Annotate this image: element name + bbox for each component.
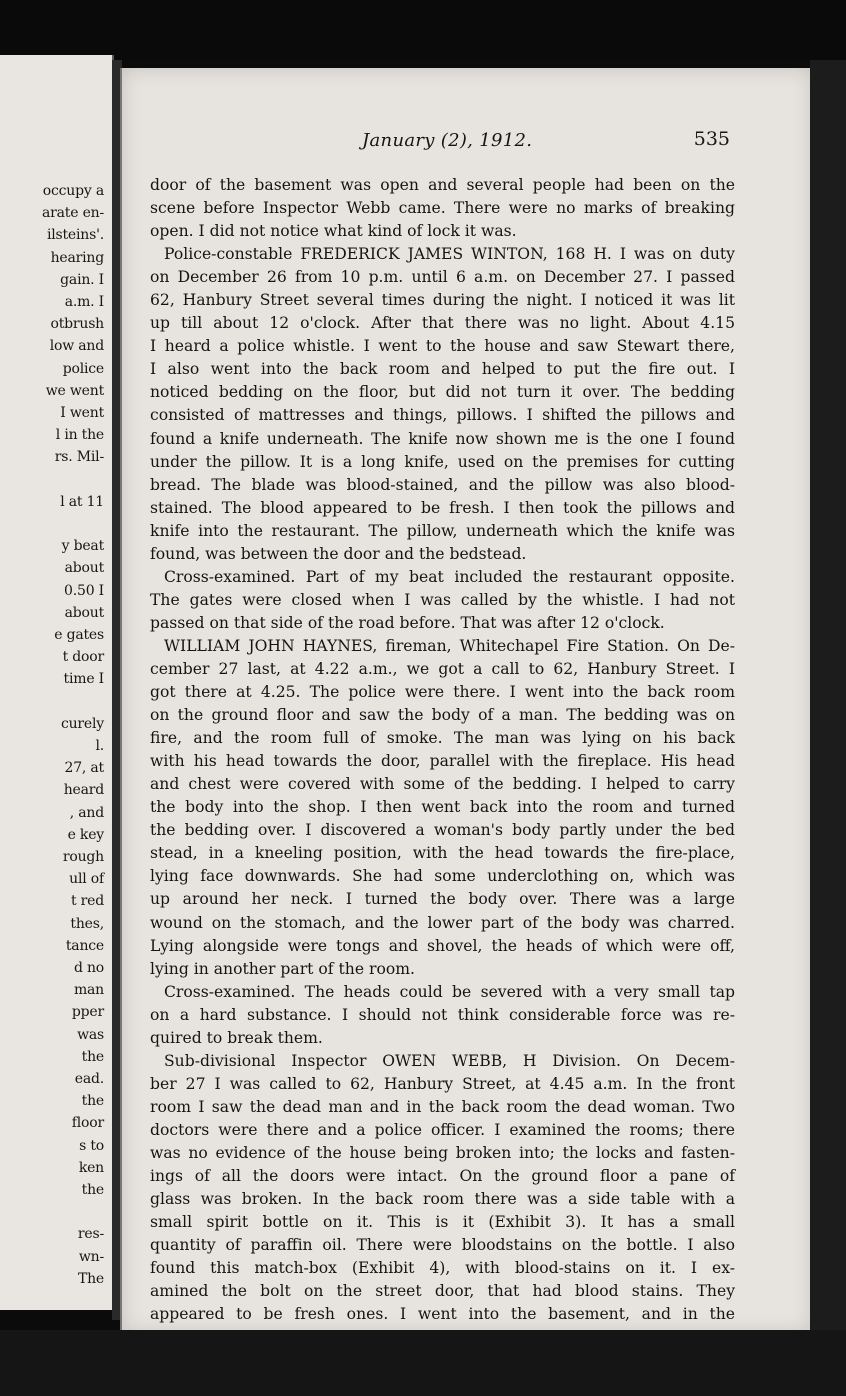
scan-border-bottom	[0, 1330, 846, 1396]
text-line: the bedding over. I discovered a woman's body partly under the bed	[150, 821, 735, 840]
left-page-fragment: tance	[65, 937, 104, 954]
left-page-fragment: The	[77, 1270, 104, 1287]
text-line: found this match-box (Exhibit 4), with blood-stains on it. I ex-	[150, 1259, 735, 1278]
text-line: and chest were covered with some of the bedding. I helped to carry	[150, 775, 735, 794]
left-page-fragment: time I	[63, 671, 104, 688]
left-page-fragment: 0.50 I	[64, 582, 104, 599]
text-line: stained. The blood appeared to be fresh. I then took the pillows and	[150, 498, 735, 517]
text-line: on the ground floor and saw the body of a man. The bedding was on	[150, 706, 735, 725]
scan-border-top	[0, 0, 846, 60]
text-line: up till about 12 o'clock. After that there was no light. About 4.15	[150, 314, 735, 333]
text-line: room I saw the dead man and in the back room the dead woman. Two	[150, 1097, 735, 1116]
text-line: got there at 4.25. The police were there. I went into the back room	[150, 683, 735, 702]
text-line: knife into the restaurant. The pillow, underneath which the knife was	[150, 521, 735, 540]
left-page-edge	[0, 55, 114, 1310]
left-page-fragment: y beat	[61, 538, 104, 555]
left-page-fragment: s to	[79, 1137, 104, 1154]
text-line: cember 27 last, at 4.22 a.m., we got a call to 62, Hanbury Street. I	[150, 659, 735, 678]
left-page-fragment: heard	[63, 782, 104, 799]
left-page-fragment: the	[81, 1093, 104, 1110]
text-line: The gates were closed when I was called by the whistle. I had not	[150, 590, 735, 609]
body-text	[150, 174, 735, 1326]
left-page-fragment: l in the	[55, 427, 104, 444]
left-page-fragment: ilsteins'.	[46, 227, 104, 244]
left-page-fragment: l at 11	[60, 493, 104, 510]
left-page-fragment: ead.	[74, 1071, 104, 1087]
text-line: passed on that side of the road before. That was after 12 o'clock.	[150, 613, 665, 632]
left-page-fragment: res-	[77, 1226, 104, 1243]
left-page-fragment: t door	[62, 649, 104, 666]
left-page-fragment: gain. I	[60, 271, 104, 288]
text-line: I also went into the back room and helped to put the fire out. I	[150, 360, 735, 379]
text-line: Cross-examined. The heads could be severed with a very small tap	[164, 982, 735, 1001]
left-page-fragment: wn-	[78, 1248, 104, 1265]
text-line: wound on the stomach, and the lower part of the body was charred.	[150, 913, 735, 932]
text-line: fire, and the room full of smoke. The man was lying on his back	[150, 729, 735, 748]
text-line: WILLIAM JOHN HAYNES, fireman, Whitechapel Fire Station. On De-	[164, 636, 735, 655]
text-line: ber 27 I was called to 62, Hanbury Street, at 4.45 a.m. In the front	[150, 1074, 735, 1093]
text-line: glass was broken. In the back room there was a side table with a	[150, 1190, 735, 1209]
text-line: ings of all the doors were intact. On the ground floor a pane of	[150, 1167, 735, 1186]
left-page-fragment: rs. Mil-	[54, 449, 104, 466]
text-line: lying face downwards. She had some underclothing on, which was	[150, 867, 735, 886]
text-line: was no evidence of the house being broken into; the locks and fasten-	[150, 1143, 735, 1162]
left-page-fragment: t red	[70, 893, 104, 910]
text-line: found a knife underneath. The knife now shown me is the one I found	[150, 429, 735, 448]
left-page-fragment: occupy a	[42, 183, 104, 199]
text-line: Police-constable FREDERICK JAMES WINTON, 168 H. I was on duty	[164, 245, 735, 264]
left-page-fragment: d no	[73, 960, 104, 976]
left-page-fragment: the	[81, 1182, 104, 1198]
text-line: on a hard substance. I should not think considerable force was re-	[150, 1005, 735, 1024]
text-line: amined the bolt on the street door, that had blood stains. They	[150, 1282, 735, 1301]
text-line: I heard a police whistle. I went to the house and saw Stewart there,	[150, 337, 735, 356]
text-line: noticed bedding on the floor, but did not turn it over. The bedding	[150, 383, 735, 402]
scan-border-right	[810, 60, 846, 1360]
left-page-fragment: curely	[60, 715, 104, 732]
left-page-fragment: low and	[49, 338, 104, 355]
text-line: Cross-examined. Part of my beat included the restaurant opposite.	[164, 567, 735, 586]
left-page-fragment: pper	[71, 1004, 104, 1021]
left-page-fragment: e gates	[54, 627, 104, 643]
text-line: door of the basement was open and several people had been on the	[150, 176, 735, 194]
left-page-fragment: e key	[67, 826, 104, 843]
text-line: under the pillow. It is a long knife, used on the premises for cutting	[150, 452, 735, 471]
text-line: Sub-divisional Inspector OWEN WEBB, H Division. On Decem-	[164, 1051, 735, 1070]
left-page-fragment: hearing	[50, 249, 104, 266]
left-page-fragment: about	[64, 604, 104, 621]
text-line: quantity of paraffin oil. There were bloodstains on the bottle. I also	[150, 1236, 735, 1255]
left-page-fragment: l.	[95, 738, 104, 754]
left-page-fragment: the	[81, 1048, 104, 1065]
left-page-fragment: rough	[62, 849, 104, 865]
left-page-fragment: otbrush	[50, 316, 104, 333]
text-line: stead, in a kneeling position, with the head towards the fire-place,	[150, 844, 735, 863]
text-line: 62, Hanbury Street several times during the night. I noticed it was lit	[150, 291, 735, 310]
left-page-fragment: thes,	[70, 915, 104, 932]
text-line: doctors were there and a police officer. I examined the rooms; there	[150, 1120, 735, 1139]
text-line: up around her neck. I turned the body over. There was a large	[150, 890, 735, 909]
left-page-fragment: a.m. I	[64, 294, 104, 310]
running-header	[250, 128, 730, 158]
text-line: with his head towards the door, parallel with the fireplace. His head	[150, 752, 735, 771]
page-number: 535	[693, 128, 730, 150]
text-line: found, was between the door and the bedstead.	[150, 544, 527, 563]
left-page-fragment: we went	[45, 382, 104, 399]
text-line: bread. The blade was blood-stained, and the pillow was also blood-	[150, 475, 735, 494]
left-page-fragment: about	[64, 560, 104, 577]
left-page-fragment: floor	[71, 1115, 104, 1132]
running-title: January (2), 1912.	[362, 130, 533, 151]
left-page-fragment: ken	[78, 1159, 104, 1176]
left-page-fragment: , and	[69, 804, 104, 821]
left-page-fragment: man	[73, 982, 104, 999]
text-line: consisted of mattresses and things, pillows. I shifted the pillows and	[150, 406, 735, 425]
text-line: scene before Inspector Webb came. There were no marks of breaking	[150, 199, 735, 218]
left-page-fragment: arate en-	[42, 205, 104, 222]
text-line: small spirit bottle on it. This is it (Exhibit 3). It has a small	[150, 1213, 735, 1232]
left-page-fragment: 27, at	[64, 760, 104, 777]
text-line: quired to break them.	[150, 1028, 323, 1047]
left-page-fragment: I went	[60, 405, 104, 421]
text-line: lying in another part of the room.	[150, 959, 415, 978]
left-page-fragment: was	[77, 1026, 104, 1043]
text-line: open. I did not notice what kind of lock it was.	[150, 222, 517, 241]
text-line: appeared to be fresh ones. I went into the basement, and in the	[150, 1305, 735, 1324]
left-page-fragment: police	[62, 360, 104, 377]
text-line: Lying alongside were tongs and shovel, the heads of which were off,	[150, 936, 735, 955]
left-page-fragment: ull of	[69, 871, 104, 888]
text-line: on December 26 from 10 p.m. until 6 a.m. on December 27. I passed	[150, 268, 735, 287]
text-line: the body into the shop. I then went back into the room and turned	[150, 798, 735, 817]
